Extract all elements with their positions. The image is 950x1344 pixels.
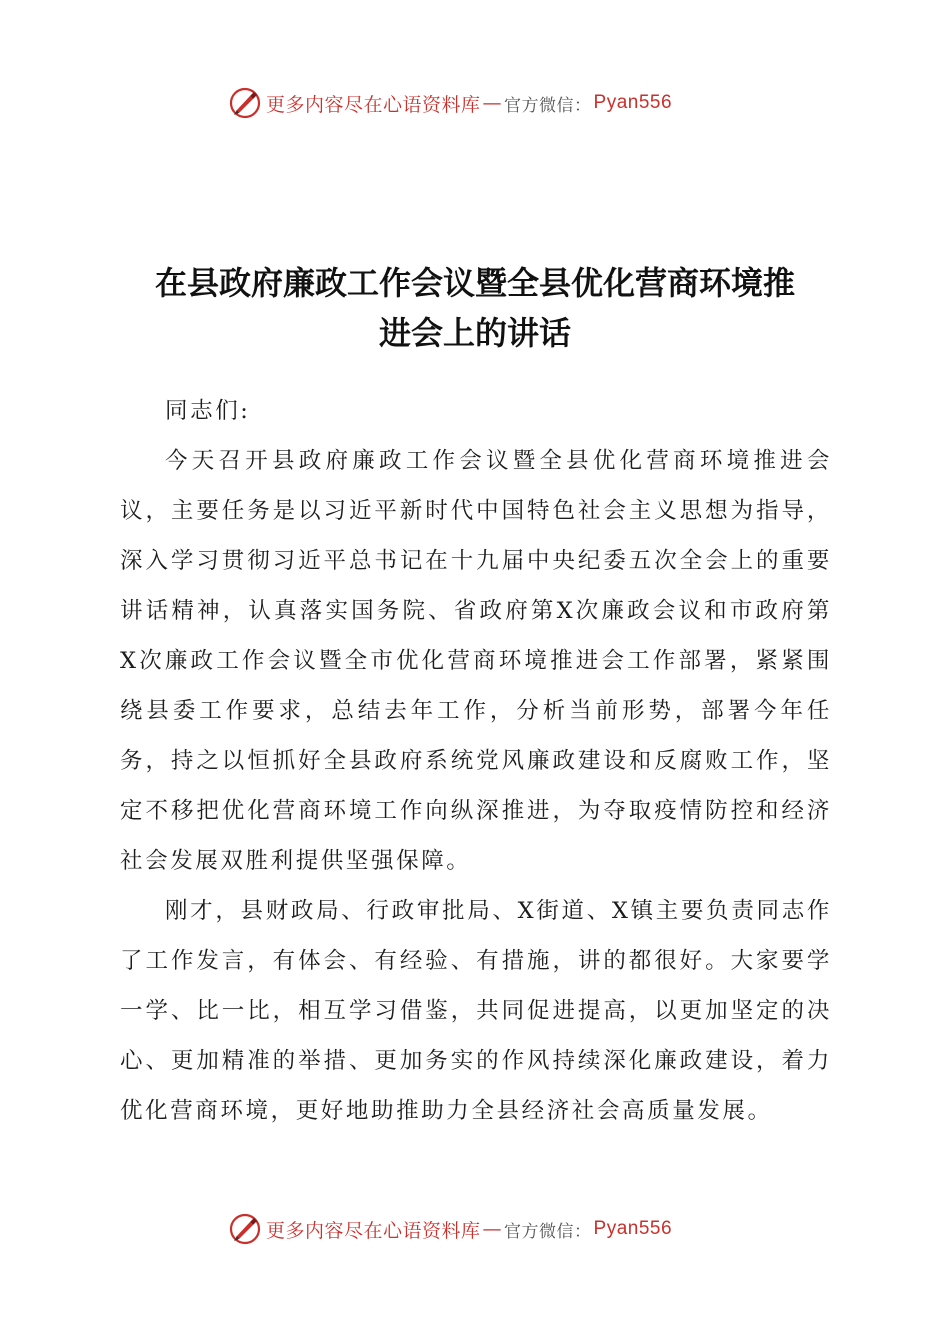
footer-banner [228,1212,748,1246]
banner-text: 更多内容尽在心语资料库 [266,93,481,116]
header-banner [228,86,748,120]
pen-logo-icon [228,86,262,120]
banner-text: 更多内容尽在心语资料库 [266,1219,481,1242]
banner-wechat-label: 官方微信： [504,1221,592,1242]
banner-wechat-id: Pyan556 [593,1218,673,1239]
banner-dash: — [482,92,503,114]
banner-wechat-id: Pyan556 [593,92,673,113]
paragraph-1: 今天召开县政府廉政工作会议暨全县优化营商环境推进会议，主要任务是以习近平新时代中国特色社会主义思想为指导，深入学习贯彻习近平总书记在十九届中央纪委五次全会上的重要讲话精神，认真落实国务院、省政府第X次廉政会议和市政府第X次廉政工作会议暨全市优化营商环境推进会工作部署，紧紧围绕县委工作要求，总结去年工作，分析当前形势，部署今年任务，持之以恒抓好全县政府系统党风廉政建设和反腐败工作，坚定不移把优化营商环境工作向纵深推进，为夺取疫情防控和经济社会发展双胜利提供坚强保障。 [120,448,832,874]
banner-wechat-label: 官方微信： [504,95,592,116]
title-line-1: 在县政府廉政工作会议暨全县优化营商环境推 [154,264,795,302]
document-body [120,386,832,1136]
title-line-2: 进会上的讲话 [378,314,571,352]
pen-logo-icon [228,1212,262,1246]
document-title [100,258,850,358]
paragraph-2: 刚才，县财政局、行政审批局、X街道、X镇主要负责同志作了工作发言，有体会、有经验、有措施，讲的都很好。大家要学一学、比一比，相互学习借鉴，共同促进提高，以更加坚定的决心、更加精准的举措、更加务实的作风持续深化廉政建设，着力优化营商环境，更好地助推助力全县经济社会高质量发展。 [120,898,832,1124]
salutation: 同志们: [165,398,251,424]
banner-dash: — [482,1218,503,1240]
